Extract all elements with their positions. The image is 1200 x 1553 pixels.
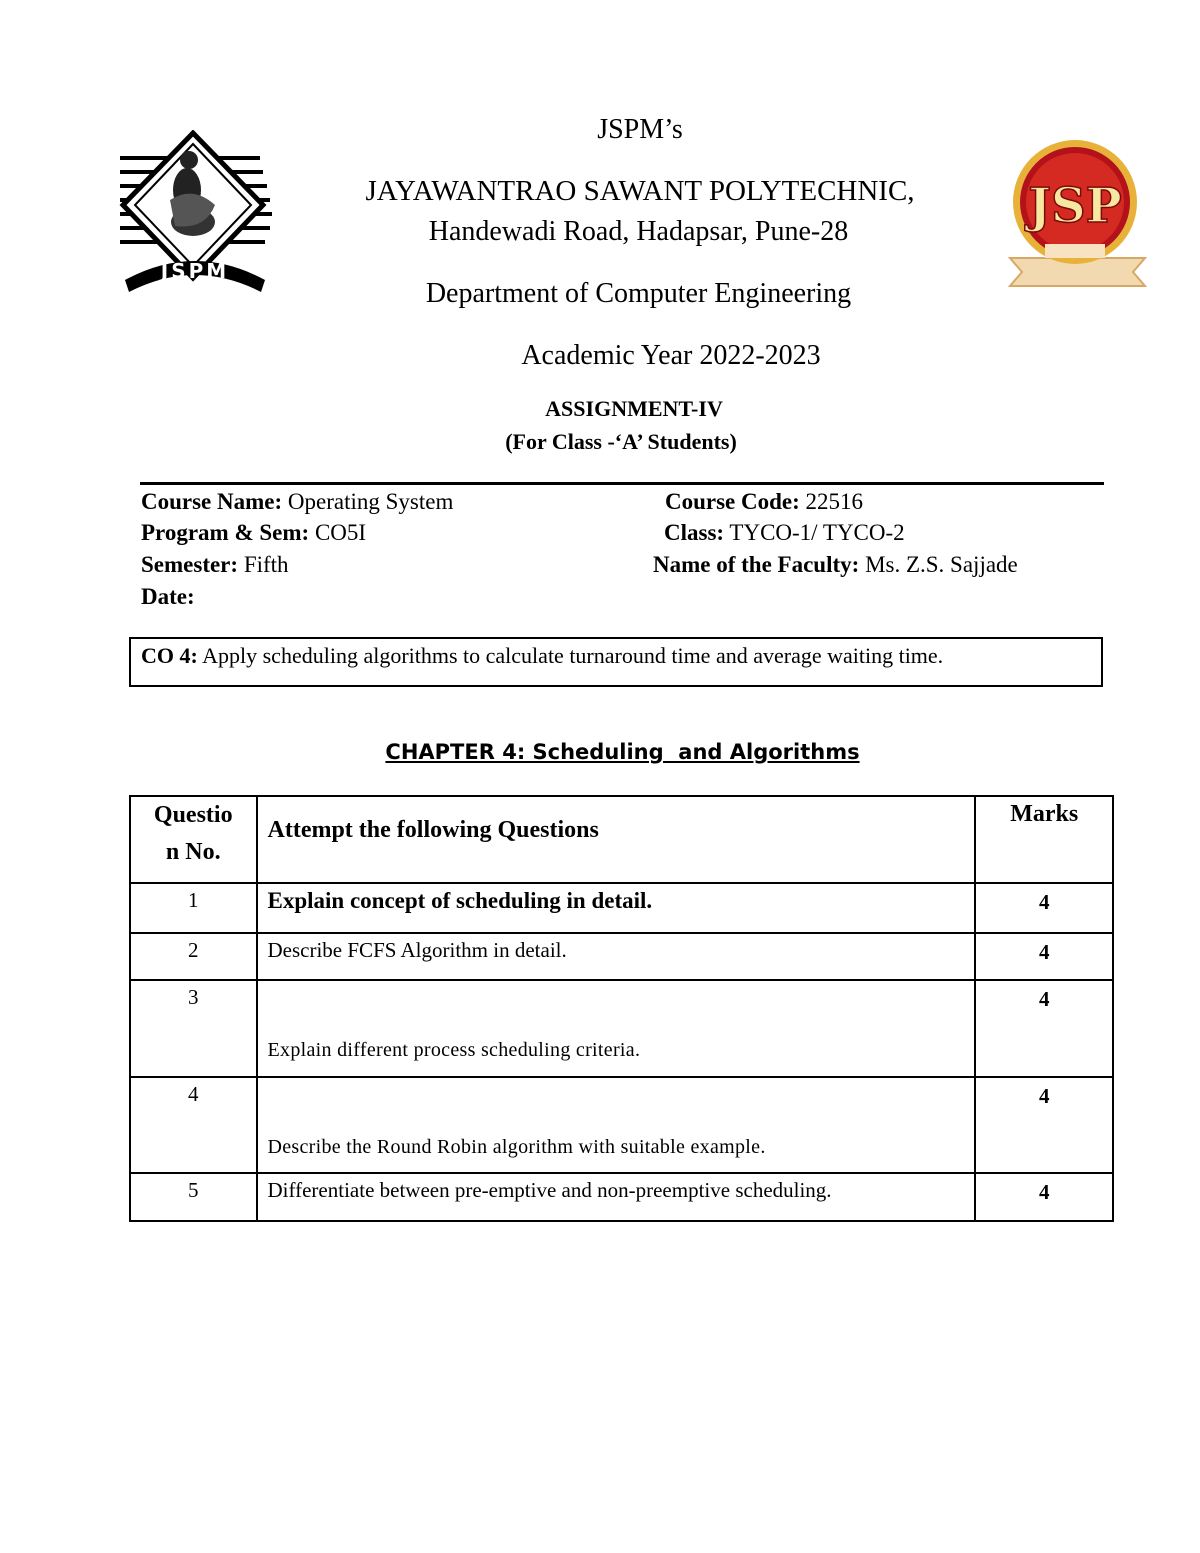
question-marks: 4 xyxy=(975,1077,1113,1173)
table-row xyxy=(130,883,1113,933)
col-header-question: Attempt the following Questions xyxy=(257,796,976,883)
question-number: 1 xyxy=(130,883,257,933)
faculty-row xyxy=(653,552,1018,578)
col-header-question-no-line2: n No. xyxy=(165,839,221,865)
question-text: Explain different process scheduling criteria. xyxy=(257,980,976,1077)
question-marks: 4 xyxy=(975,1173,1113,1221)
institute-name: JAYAWANTRAO SAWANT POLYTECHNIC, xyxy=(365,175,915,207)
jsp-logo xyxy=(1005,140,1150,290)
table-row xyxy=(130,1077,1113,1173)
table-row xyxy=(130,1173,1113,1221)
question-text: Explain concept of scheduling in detail. xyxy=(257,883,976,933)
course-name-label: Course Name: xyxy=(141,489,283,514)
jspm-logo xyxy=(115,130,275,295)
header-divider xyxy=(140,482,1104,485)
table-row xyxy=(130,933,1113,980)
table-header-row xyxy=(130,796,1113,883)
chapter-heading: CHAPTER 4: Scheduling and Algorithms xyxy=(385,740,860,764)
col-header-question-no-line1: Questio xyxy=(153,802,233,828)
svg-text:JSP: JSP xyxy=(1028,178,1122,234)
questions-table xyxy=(129,795,1114,1222)
table-row xyxy=(130,980,1113,1077)
question-marks: 4 xyxy=(975,933,1113,980)
course-code-value: 22516 xyxy=(805,489,864,514)
question-number: 3 xyxy=(130,980,257,1077)
faculty-value: Ms. Z.S. Sajjade xyxy=(865,552,1018,577)
question-marks: 4 xyxy=(975,883,1113,933)
date-label: Date: xyxy=(141,584,195,609)
course-outcome-label: CO 4: xyxy=(141,643,198,668)
assignment-class: (For Class -‘A’ Students) xyxy=(505,429,737,454)
program-row xyxy=(141,520,366,546)
faculty-label: Name of the Faculty: xyxy=(653,552,860,577)
course-outcome-box xyxy=(129,637,1103,687)
question-text: Describe the Round Robin algorithm with suitable example. xyxy=(257,1077,976,1173)
class-value: TYCO-1/ TYCO-2 xyxy=(729,520,905,545)
program-value: CO5I xyxy=(314,520,367,545)
date-row xyxy=(141,584,195,610)
question-number: 4 xyxy=(130,1077,257,1173)
institute-address: Handewadi Road, Hadapsar, Pune-28 xyxy=(428,216,849,247)
question-text: Differentiate between pre-emptive and non-preemptive scheduling. xyxy=(257,1173,976,1221)
semester-label: Semester: xyxy=(141,552,239,577)
col-header-question-no xyxy=(130,796,257,883)
org-name: JSPM’s xyxy=(597,114,683,145)
question-number: 5 xyxy=(130,1173,257,1221)
question-text: Describe FCFS Algorithm in detail. xyxy=(257,933,976,980)
class-label: Class: xyxy=(664,520,725,545)
assignment-title: ASSIGNMENT-IV xyxy=(545,396,723,421)
question-number: 2 xyxy=(130,933,257,980)
academic-year: Academic Year 2022-2023 xyxy=(521,340,821,371)
course-code-label: Course Code: xyxy=(665,489,800,514)
department-name: Department of Computer Engineering xyxy=(425,278,852,309)
jspm-logo-text: JSPM xyxy=(160,259,230,283)
col-header-marks: Marks xyxy=(975,796,1113,883)
course-outcome-text: Apply scheduling algorithms to calculate turnaround time and average waiting time. xyxy=(202,643,944,668)
class-row xyxy=(664,520,905,546)
semester-row xyxy=(141,552,289,578)
course-outcome xyxy=(141,643,943,669)
question-marks: 4 xyxy=(975,980,1113,1077)
semester-value: Fifth xyxy=(243,552,289,577)
program-label: Program & Sem: xyxy=(141,520,310,545)
course-name-value: Operating System xyxy=(287,489,454,514)
course-code-row xyxy=(665,489,863,515)
course-name-row xyxy=(141,489,453,515)
